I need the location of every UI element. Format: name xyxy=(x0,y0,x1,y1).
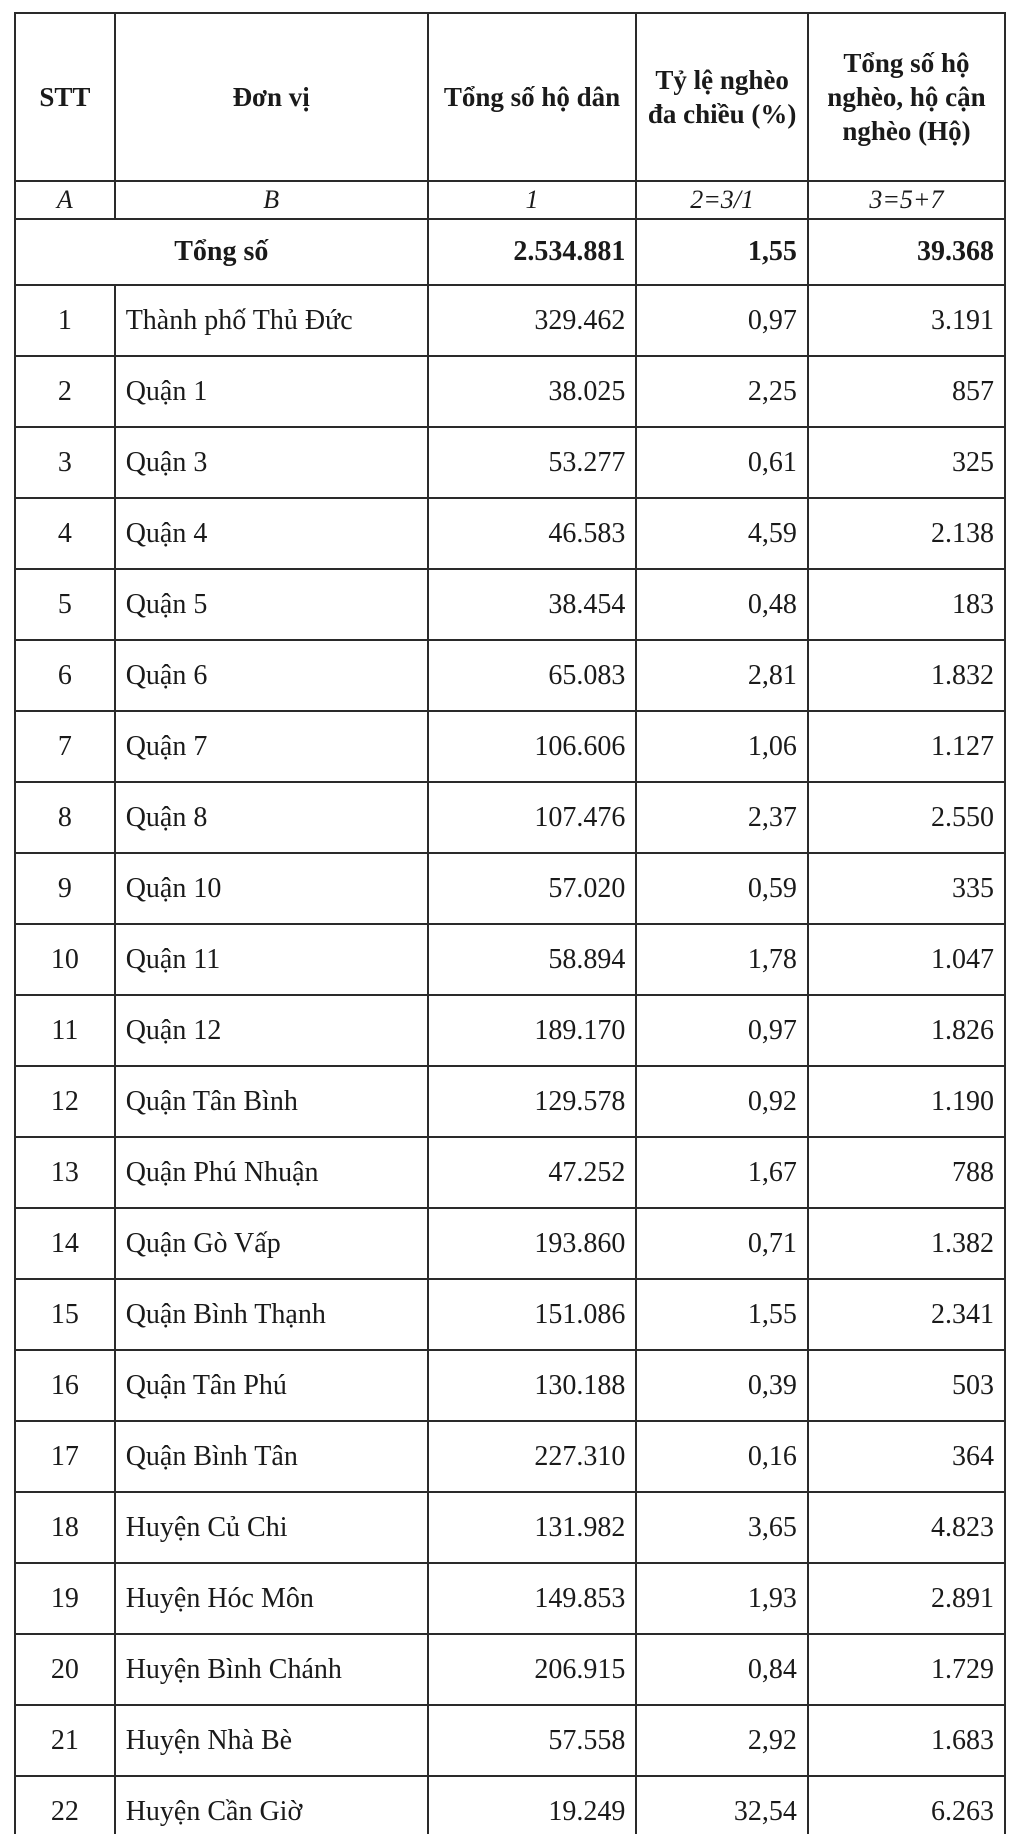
cell-stt: 9 xyxy=(15,853,115,924)
total-poor-households: 39.368 xyxy=(808,219,1005,285)
cell-households: 65.083 xyxy=(428,640,637,711)
cell-unit-name: Quận Tân Bình xyxy=(115,1066,428,1137)
cell-stt: 19 xyxy=(15,1563,115,1634)
column-code-row xyxy=(15,181,1005,219)
cell-unit-name: Quận 12 xyxy=(115,995,428,1066)
cell-stt: 2 xyxy=(15,356,115,427)
cell-poverty-rate: 1,06 xyxy=(636,711,808,782)
cell-unit-name: Quận 4 xyxy=(115,498,428,569)
cell-households: 131.982 xyxy=(428,1492,637,1563)
total-row xyxy=(15,219,1005,285)
table-row xyxy=(15,1492,1005,1563)
column-code: B xyxy=(115,181,428,219)
cell-households: 151.086 xyxy=(428,1279,637,1350)
cell-poverty-rate: 2,25 xyxy=(636,356,808,427)
column-code: 2=3/1 xyxy=(636,181,808,219)
cell-unit-name: Quận Gò Vấp xyxy=(115,1208,428,1279)
table-row xyxy=(15,1279,1005,1350)
cell-poverty-rate: 0,84 xyxy=(636,1634,808,1705)
column-code: 3=5+7 xyxy=(808,181,1005,219)
header-don-vi: Đơn vị xyxy=(115,13,428,181)
cell-poverty-rate: 3,65 xyxy=(636,1492,808,1563)
header-tong-so-ho-dan: Tổng số hộ dân xyxy=(428,13,637,181)
cell-poor-households: 1.826 xyxy=(808,995,1005,1066)
cell-unit-name: Huyện Nhà Bè xyxy=(115,1705,428,1776)
table-row xyxy=(15,1208,1005,1279)
cell-poverty-rate: 0,97 xyxy=(636,995,808,1066)
cell-unit-name: Quận 10 xyxy=(115,853,428,924)
cell-unit-name: Quận Phú Nhuận xyxy=(115,1137,428,1208)
cell-poverty-rate: 2,37 xyxy=(636,782,808,853)
cell-unit-name: Quận 7 xyxy=(115,711,428,782)
total-rate: 1,55 xyxy=(636,219,808,285)
total-label: Tổng số xyxy=(15,219,428,285)
cell-unit-name: Quận 1 xyxy=(115,356,428,427)
cell-poverty-rate: 4,59 xyxy=(636,498,808,569)
cell-households: 57.558 xyxy=(428,1705,637,1776)
cell-unit-name: Quận 11 xyxy=(115,924,428,995)
cell-poor-households: 6.263 xyxy=(808,1776,1005,1834)
cell-poor-households: 857 xyxy=(808,356,1005,427)
cell-poverty-rate: 32,54 xyxy=(636,1776,808,1834)
cell-unit-name: Quận 6 xyxy=(115,640,428,711)
cell-poor-households: 2.138 xyxy=(808,498,1005,569)
cell-poor-households: 1.683 xyxy=(808,1705,1005,1776)
cell-unit-name: Huyện Hóc Môn xyxy=(115,1563,428,1634)
cell-households: 193.860 xyxy=(428,1208,637,1279)
table-row xyxy=(15,853,1005,924)
cell-stt: 14 xyxy=(15,1208,115,1279)
cell-stt: 4 xyxy=(15,498,115,569)
cell-stt: 22 xyxy=(15,1776,115,1834)
cell-poverty-rate: 1,67 xyxy=(636,1137,808,1208)
cell-poor-households: 2.550 xyxy=(808,782,1005,853)
cell-poverty-rate: 1,78 xyxy=(636,924,808,995)
cell-poverty-rate: 2,92 xyxy=(636,1705,808,1776)
cell-stt: 8 xyxy=(15,782,115,853)
cell-poor-households: 4.823 xyxy=(808,1492,1005,1563)
table-row xyxy=(15,569,1005,640)
cell-households: 106.606 xyxy=(428,711,637,782)
header-tong-so-ho-ngheo: Tổng số hộ nghèo, hộ cận nghèo (Hộ) xyxy=(808,13,1005,181)
table-row xyxy=(15,1350,1005,1421)
cell-unit-name: Huyện Bình Chánh xyxy=(115,1634,428,1705)
cell-households: 206.915 xyxy=(428,1634,637,1705)
cell-unit-name: Quận Bình Tân xyxy=(115,1421,428,1492)
header-ty-le-ngheo: Tỷ lệ nghèo đa chiều (%) xyxy=(636,13,808,181)
cell-poor-households: 364 xyxy=(808,1421,1005,1492)
cell-households: 129.578 xyxy=(428,1066,637,1137)
cell-unit-name: Thành phố Thủ Đức xyxy=(115,285,428,356)
cell-poor-households: 3.191 xyxy=(808,285,1005,356)
cell-poverty-rate: 0,48 xyxy=(636,569,808,640)
cell-stt: 18 xyxy=(15,1492,115,1563)
cell-unit-name: Quận Bình Thạnh xyxy=(115,1279,428,1350)
cell-households: 227.310 xyxy=(428,1421,637,1492)
cell-poverty-rate: 0,39 xyxy=(636,1350,808,1421)
table-row xyxy=(15,711,1005,782)
cell-households: 47.252 xyxy=(428,1137,637,1208)
column-code: 1 xyxy=(428,181,637,219)
cell-poverty-rate: 2,81 xyxy=(636,640,808,711)
poverty-table xyxy=(14,12,1006,1834)
table-row xyxy=(15,498,1005,569)
column-code: A xyxy=(15,181,115,219)
cell-stt: 12 xyxy=(15,1066,115,1137)
cell-households: 38.454 xyxy=(428,569,637,640)
table-row xyxy=(15,1705,1005,1776)
cell-poor-households: 325 xyxy=(808,427,1005,498)
cell-stt: 21 xyxy=(15,1705,115,1776)
cell-stt: 3 xyxy=(15,427,115,498)
table-row xyxy=(15,1421,1005,1492)
cell-households: 38.025 xyxy=(428,356,637,427)
cell-stt: 13 xyxy=(15,1137,115,1208)
cell-unit-name: Quận 3 xyxy=(115,427,428,498)
cell-unit-name: Huyện Củ Chi xyxy=(115,1492,428,1563)
cell-poor-households: 1.832 xyxy=(808,640,1005,711)
cell-poverty-rate: 0,92 xyxy=(636,1066,808,1137)
cell-stt: 7 xyxy=(15,711,115,782)
cell-stt: 16 xyxy=(15,1350,115,1421)
cell-households: 58.894 xyxy=(428,924,637,995)
cell-households: 189.170 xyxy=(428,995,637,1066)
cell-stt: 6 xyxy=(15,640,115,711)
cell-unit-name: Quận 8 xyxy=(115,782,428,853)
total-households: 2.534.881 xyxy=(428,219,637,285)
cell-unit-name: Huyện Cần Giờ xyxy=(115,1776,428,1834)
cell-poverty-rate: 0,97 xyxy=(636,285,808,356)
table-row xyxy=(15,995,1005,1066)
table-row xyxy=(15,1634,1005,1705)
cell-households: 149.853 xyxy=(428,1563,637,1634)
cell-households: 53.277 xyxy=(428,427,637,498)
cell-poor-households: 788 xyxy=(808,1137,1005,1208)
cell-households: 329.462 xyxy=(428,285,637,356)
cell-poor-households: 2.341 xyxy=(808,1279,1005,1350)
cell-poverty-rate: 0,59 xyxy=(636,853,808,924)
table-row xyxy=(15,1776,1005,1834)
cell-poor-households: 1.729 xyxy=(808,1634,1005,1705)
cell-stt: 10 xyxy=(15,924,115,995)
table-row xyxy=(15,285,1005,356)
cell-poor-households: 2.891 xyxy=(808,1563,1005,1634)
table-row xyxy=(15,356,1005,427)
cell-stt: 17 xyxy=(15,1421,115,1492)
table-body xyxy=(15,181,1005,1834)
cell-stt: 1 xyxy=(15,285,115,356)
table-row xyxy=(15,1137,1005,1208)
cell-households: 46.583 xyxy=(428,498,637,569)
table-row xyxy=(15,782,1005,853)
header-row xyxy=(15,13,1005,181)
cell-poverty-rate: 0,16 xyxy=(636,1421,808,1492)
cell-unit-name: Quận 5 xyxy=(115,569,428,640)
cell-poverty-rate: 1,55 xyxy=(636,1279,808,1350)
cell-households: 57.020 xyxy=(428,853,637,924)
cell-poor-households: 1.382 xyxy=(808,1208,1005,1279)
table-row xyxy=(15,924,1005,995)
cell-poverty-rate: 0,71 xyxy=(636,1208,808,1279)
cell-households: 19.249 xyxy=(428,1776,637,1834)
table-row xyxy=(15,427,1005,498)
cell-households: 107.476 xyxy=(428,782,637,853)
cell-households: 130.188 xyxy=(428,1350,637,1421)
cell-stt: 15 xyxy=(15,1279,115,1350)
cell-poor-households: 1.047 xyxy=(808,924,1005,995)
table-row xyxy=(15,1066,1005,1137)
cell-poor-households: 183 xyxy=(808,569,1005,640)
table-row xyxy=(15,640,1005,711)
cell-poor-households: 503 xyxy=(808,1350,1005,1421)
cell-stt: 5 xyxy=(15,569,115,640)
header-stt: STT xyxy=(15,13,115,181)
document-page xyxy=(14,12,1006,1834)
cell-stt: 20 xyxy=(15,1634,115,1705)
cell-poor-households: 1.190 xyxy=(808,1066,1005,1137)
cell-unit-name: Quận Tân Phú xyxy=(115,1350,428,1421)
cell-poor-households: 335 xyxy=(808,853,1005,924)
cell-poverty-rate: 1,93 xyxy=(636,1563,808,1634)
cell-stt: 11 xyxy=(15,995,115,1066)
cell-poor-households: 1.127 xyxy=(808,711,1005,782)
cell-poverty-rate: 0,61 xyxy=(636,427,808,498)
table-row xyxy=(15,1563,1005,1634)
